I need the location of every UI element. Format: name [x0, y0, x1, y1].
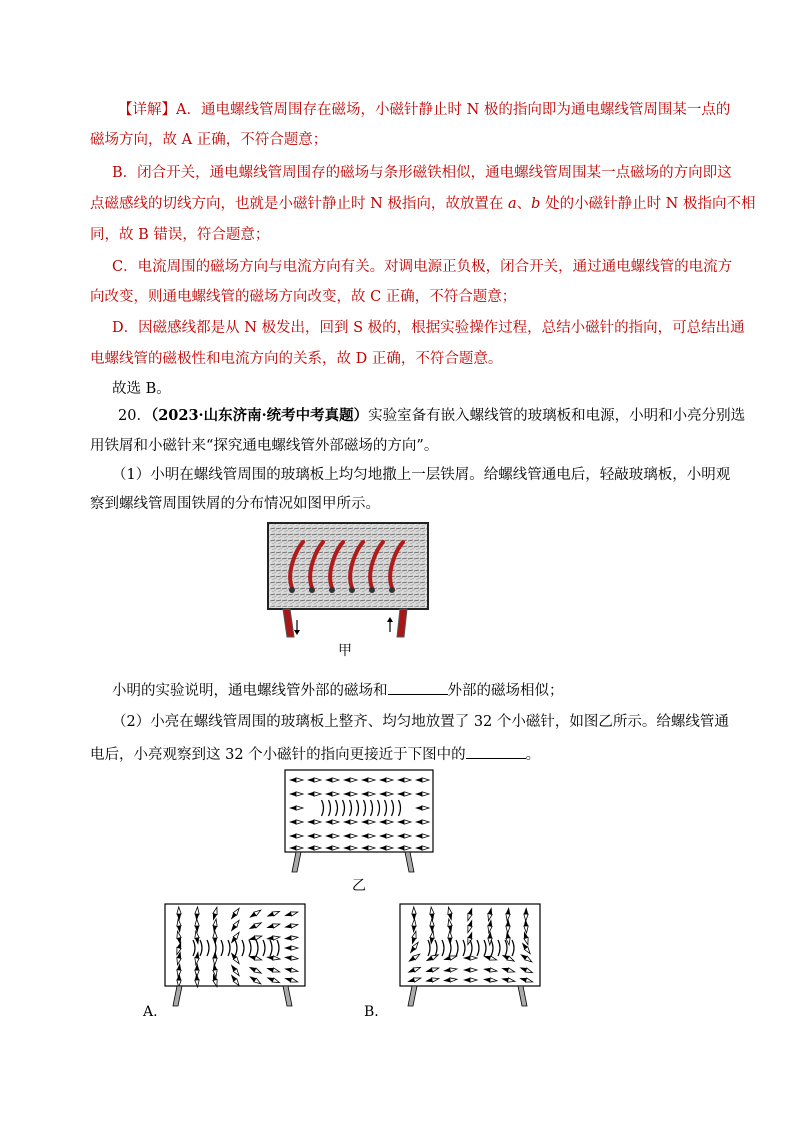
- part2-line-2: 电后，小亮观察到这 32 个小磁针的指向更接近于下图中的 。: [90, 744, 540, 765]
- part1-line-1: （1）小明在螺线管周围的玻璃板上均匀地撒上一层铁屑。给螺线管通电后，轻敲玻璃板，小明观: [112, 467, 731, 483]
- wire-left: [408, 986, 417, 1006]
- option-a-diagram[interactable]: [0, 900, 800, 1030]
- wire-right: [405, 852, 414, 872]
- wire-right: [518, 986, 527, 1006]
- figure-yi-caption: 乙: [352, 878, 366, 894]
- option-b-label[interactable]: B.: [364, 1004, 379, 1020]
- part2-blank[interactable]: [466, 744, 526, 759]
- explanation-line-9: 电螺线管的磁极性和电流方向的关系，故 D 正确，不符合题意。: [90, 351, 503, 367]
- part1-answer-line: 小明的实验说明，通电螺线管外部的磁场和 外部的磁场相似；: [112, 680, 564, 701]
- explanation-line-8: D．因磁感线都是从 N 极发出，回到 S 极的，根据实验操作过程，总结小磁针的指向，可总结出通: [112, 320, 745, 336]
- part2-line-1: （2）小亮在螺线管周围的玻璃板上整齐、均匀地放置了 32 个小磁针，如图乙所示。给螺线管通: [112, 714, 729, 730]
- wire-right: [283, 986, 292, 1006]
- figure-jia-caption: 甲: [338, 643, 352, 659]
- explanation-line-4: 点磁感线的切线方向，也就是小磁针静止时 N 极指向，故放置在 a、b 处的小磁针静止时 N 极指向不相: [90, 196, 756, 212]
- question-source: （2023·山东济南·统考中考真题）: [150, 407, 369, 424]
- wire-left: [173, 986, 182, 1006]
- explanation-line-2: 磁场方向，故 A 正确，不符合题意；: [90, 132, 328, 148]
- explanation-line-3: B．闭合开关，通电螺线管周围存的磁场与条形磁铁相似，通电螺线管周围某一点磁场的方向即这: [112, 165, 732, 181]
- question-line-1: 20．（2023·山东济南·统考中考真题）实验室备有嵌入螺线管的玻璃板和电源，小明和小亮分别选: [118, 407, 746, 424]
- wire-left: [292, 852, 301, 872]
- explanation-line-7: 向改变，则通电螺线管的磁场方向改变，故 C 正确，不符合题意；: [90, 289, 517, 305]
- answer-line: 故选 B。: [112, 381, 171, 397]
- question-number: 20．: [118, 408, 151, 424]
- figure-jia-photo: [0, 520, 800, 650]
- explanation-line-6: C．电流周围的磁场方向与电流方向有关。对调电源正负极，闭合开关，通过通电螺线管的电流方: [112, 259, 733, 275]
- option-a-label[interactable]: A.: [143, 1004, 158, 1020]
- part1-line-2: 察到螺线管周围铁屑的分布情况如图甲所示。: [90, 496, 380, 512]
- glass-board: [285, 770, 433, 852]
- explanation-tag: 【详解】: [118, 102, 176, 118]
- explanation-line-5: 同，故 B 错误，符合题意；: [90, 227, 270, 243]
- part1-blank[interactable]: [388, 680, 448, 695]
- figure-yi-diagram: [0, 768, 800, 878]
- question-line-2: 用铁屑和小磁针来“探究通电螺线管外部磁场的方向”。: [90, 438, 439, 454]
- explanation-line-1: 【详解】A．通电螺线管周围存在磁场，小磁针静止时 N 极的指向即为通电螺线管周围某一点的: [118, 102, 731, 118]
